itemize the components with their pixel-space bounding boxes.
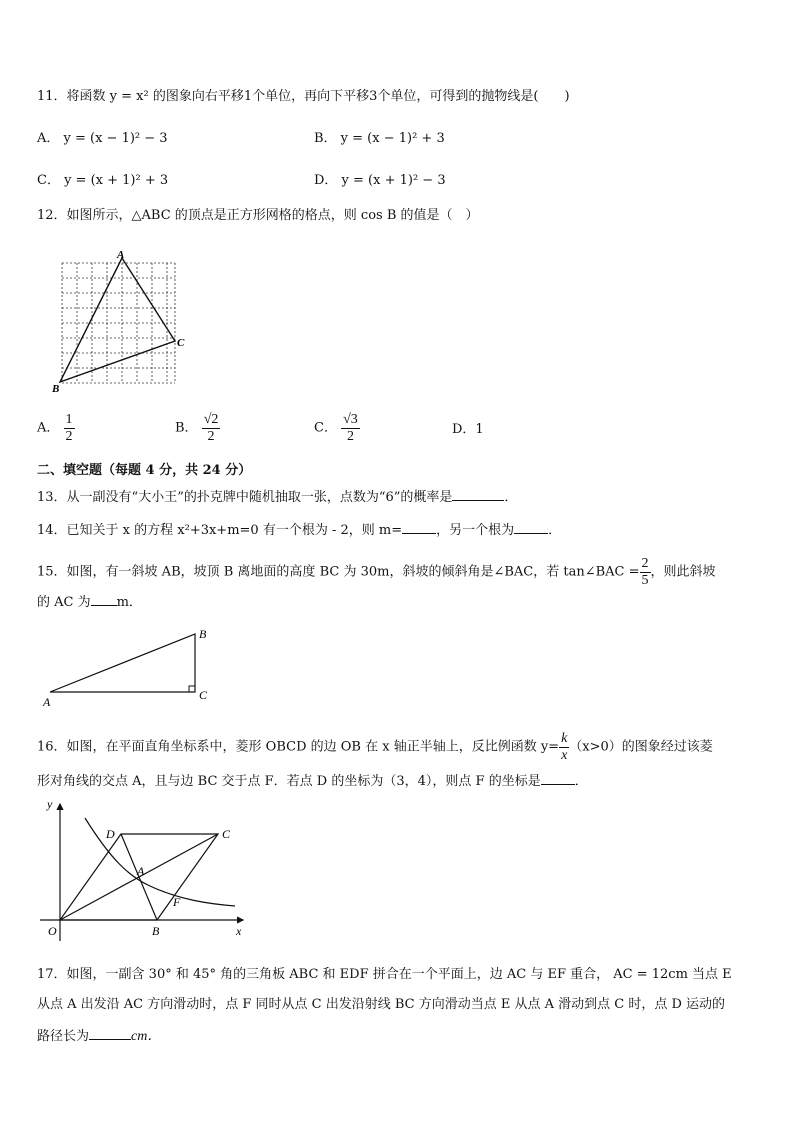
q15-line1 [37, 556, 716, 589]
q15-denominator: 5 [641, 573, 649, 588]
q16-line2-text: 形对角线的交点 A，且与边 BC 交于点 F．若点 D 的坐标为（3，4），则点 F 的坐标是 [37, 774, 541, 789]
q14-part2: ，另一个根为 [436, 523, 515, 538]
q16-label-a: A [137, 864, 145, 878]
q16-label-b: B [152, 924, 160, 938]
q12-option-c-denominator: 2 [346, 429, 354, 444]
q12-grid-figure [50, 248, 190, 396]
q16-answer-blank[interactable] [541, 772, 575, 785]
q13-stem: 13．从一副没有“大小王”的扑克牌中随机抽取一张，点数为“6”的概率是 [37, 490, 453, 505]
q12-label-c: C [177, 337, 185, 349]
q12-option-c-letter: C． [314, 420, 337, 436]
q15-part1: 15．如图，有一斜坡 AB，坡顶 B 离地面的高度 BC 为 30m，斜坡的倾斜角是∠BAC，若 tan∠BAC = [37, 564, 640, 580]
q12-option-a-fraction [64, 412, 75, 445]
q12-option-b-numerator: √2 [203, 412, 219, 427]
q15-slope-figure [40, 624, 220, 710]
q13 [37, 488, 517, 507]
q12-option-a [37, 412, 75, 445]
q14-blank-m[interactable] [402, 521, 436, 534]
q12-grid [62, 263, 175, 383]
q12-option-d: D．1 [452, 422, 484, 437]
q17-line3-b: cm． [131, 1029, 162, 1044]
q14-part1: 14．已知关于 x 的方程 x²+3x+m=0 有一个根为 - 2，则 m= [37, 523, 403, 538]
q14 [37, 521, 561, 540]
q11-option-d: D． y = (x + 1)² − 3 [314, 173, 446, 188]
q16-label-x: x [236, 924, 242, 938]
q12-option-c-fraction [341, 412, 360, 445]
q12-option-b-denominator: 2 [207, 429, 215, 444]
q16-coordinate-figure [40, 796, 255, 946]
q17-line3 [37, 1027, 161, 1046]
q16-line2 [37, 772, 588, 791]
q17-answer-blank[interactable] [89, 1027, 131, 1040]
q11-option-c: C． y = (x + 1)² + 3 [37, 173, 169, 188]
q12-label-b: B [52, 383, 60, 395]
q14-end: ． [548, 523, 562, 538]
q12-stem: 12．如图所示，△ABC 的顶点是正方形网格的格点，则 cos B 的值是（ ） [37, 208, 479, 223]
q15-line2 [37, 593, 142, 612]
q13-answer-blank[interactable] [452, 488, 504, 501]
q15-line2-a: 的 AC 为 [37, 595, 91, 610]
q15-right-angle-mark [189, 686, 195, 692]
q16-part2: （x>0）的图象经过该菱 [569, 739, 713, 755]
q15-part2: ，则此斜坡 [650, 564, 716, 580]
q16-label-d: D [106, 827, 115, 841]
q12-option-a-numerator: 1 [65, 412, 73, 427]
q16-label-o: O [48, 924, 57, 938]
q17-line1: 17．如图，一副含 30° 和 45° 角的三角板 ABC 和 EDF 拼合在一个平面上，边 AC 与 EF 重合， AC = 12cm 当点 E [37, 967, 732, 982]
q16-line1 [37, 731, 713, 764]
q11-option-a: A． y = (x − 1)² − 3 [37, 131, 168, 146]
q12-option-a-letter: A． [37, 420, 60, 436]
q15-answer-blank[interactable] [91, 593, 117, 606]
q12-option-a-denominator: 2 [65, 429, 73, 444]
q13-end: ． [504, 490, 518, 505]
q16-fraction [559, 731, 569, 764]
q16-denominator: x [561, 748, 568, 763]
q16-label-c: C [222, 827, 231, 841]
q12-option-c-numerator: √3 [343, 412, 358, 427]
q16-numerator: k [561, 731, 568, 746]
q12-option-b-fraction [202, 412, 221, 445]
q15-label-a: A [43, 695, 51, 709]
q17-line3-a: 路径长为 [37, 1029, 90, 1044]
q15-line2-b: m． [116, 595, 142, 610]
q15-label-b: B [199, 627, 207, 641]
q16-part1: 16．如图，在平面直角坐标系中，菱形 OBCD 的边 OB 在 x 轴正半轴上，反比例函数 y= [37, 739, 560, 755]
q11-option-b: B． y = (x − 1)² + 3 [314, 131, 445, 146]
q12-option-b [175, 412, 220, 445]
q14-blank-root[interactable] [514, 521, 548, 534]
q11-stem: 11．将函数 y = x² 的图象向右平移1个单位，再向下平移3个单位，可得到的抛物线是( ) [37, 89, 570, 104]
q16-label-y: y [47, 797, 53, 811]
q12-option-b-letter: B． [175, 420, 198, 436]
q12-label-a: A [117, 249, 125, 261]
section-2-title: 二、填空题（每题 4 分，共 24 分） [37, 463, 252, 478]
q15-triangle [50, 634, 195, 692]
q15-label-c: C [199, 688, 208, 702]
q12-option-c [314, 412, 360, 445]
q16-end: ． [574, 774, 588, 789]
q17-line2: 从点 A 出发沿 AC 方向滑动时，点 F 同时从点 C 出发沿射线 BC 方向滑动当点 E 从点 A 滑动到点 C 时，点 D 运动的 [37, 997, 726, 1012]
q15-numerator: 2 [641, 556, 649, 571]
q16-label-f: F [173, 895, 181, 909]
q15-fraction [640, 556, 651, 589]
